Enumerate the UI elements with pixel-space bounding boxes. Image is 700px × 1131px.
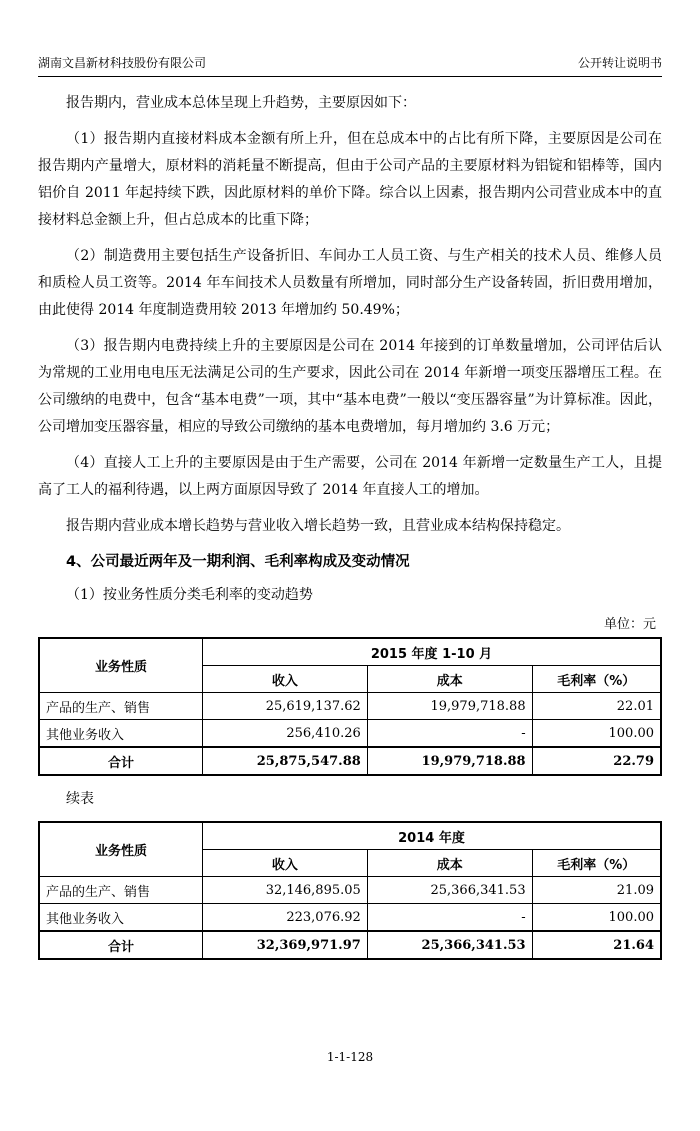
table-header-cost: 成本 [367, 666, 532, 693]
paragraph-materials: （1）报告期内直接材料成本金额有所上升，但在总成本中的占比有所下降，主要原因是公司在报告期内产量增大，原材料的消耗量不断提高，但由于公司产品的主要原材料为铝锭和铝棒等，国内铝价自 2011 年起持续下跌，因此原材料的单价下降。综合以上因素，报告期内公司营业成本中的直接材料总金额上升，但占总成本的比重下降； [38, 131, 662, 228]
subsection-title: （1）按业务性质分类毛利率的变动趋势 [66, 587, 313, 603]
margin-table-2014 [38, 821, 662, 960]
cell-cost: 25,366,341.53 [367, 877, 532, 904]
table-total-row [39, 931, 661, 959]
table-header-business: 业务性质 [39, 822, 203, 877]
cell-revenue: 223,076.92 [203, 904, 368, 932]
company-name: 湖南文昌新材科技股份有限公司 [38, 56, 207, 70]
paragraph-manufacturing: （2）制造费用主要包括生产设备折旧、车间办工人员工资、与生产相关的技术人员、维修人员和质检人员工资等。2014 年车间技术人员数量有所增加，同时部分生产设备转固，折旧费用增加，由此使得 2014 年度制造费用较 2013 年增加约 50.49%； [38, 248, 662, 318]
continued-label: 续表 [66, 791, 94, 807]
table-row [39, 877, 661, 904]
cell-total-label: 合计 [39, 931, 203, 959]
table-row [39, 693, 661, 720]
cell-total-label: 合计 [39, 747, 203, 775]
cell-total-cost: 19,979,718.88 [367, 747, 532, 775]
unit-label: 单位：元 [603, 617, 656, 632]
cell-margin: 22.01 [532, 693, 661, 720]
table-header-revenue: 收入 [203, 850, 368, 877]
paragraph-electricity: （3）报告期内电费持续上升的主要原因是公司在 2014 年接到的订单数量增加，公司评估后认为常规的工业用电电压无法满足公司的生产要求，因此公司在 2014 年新增一项变压器增压工程。在公司缴纳的电费中，包含“基本电费”一项，其中“基本电费”一般以“变压器容量”为计算标准。因此，公司增加变压器容量，相应的导致公司缴纳的基本电费增加，每月增加约 3.6 万元； [38, 338, 662, 435]
cell-business: 产品的生产、销售 [39, 877, 203, 904]
cell-revenue: 32,146,895.05 [203, 877, 368, 904]
cell-total-margin: 21.64 [532, 931, 661, 959]
table-row [39, 720, 661, 748]
table-row [39, 904, 661, 932]
paragraph-summary: 报告期内营业成本增长趋势与营业收入增长趋势一致，且营业成本结构保持稳定。 [66, 518, 570, 534]
cell-total-revenue: 25,875,547.88 [203, 747, 368, 775]
cell-total-revenue: 32,369,971.97 [203, 931, 368, 959]
paragraph-intro: 报告期内，营业成本总体呈现上升趋势，主要原因如下： [66, 95, 416, 111]
cell-margin: 21.09 [532, 877, 661, 904]
cell-margin: 100.00 [532, 904, 661, 932]
cell-business: 其他业务收入 [39, 720, 203, 748]
page-number: 1-1-128 [326, 1050, 374, 1064]
cell-business: 其他业务收入 [39, 904, 203, 932]
cell-revenue: 256,410.26 [203, 720, 368, 748]
cell-business: 产品的生产、销售 [39, 693, 203, 720]
margin-table-2015 [38, 637, 662, 776]
section-title: 4、公司最近两年及一期利润、毛利率构成及变动情况 [66, 554, 410, 570]
paragraph-labor: （4）直接人工上升的主要原因是由于生产需要，公司在 2014 年新增一定数量生产工人，且提高了工人的福利待遇，以上两方面原因导致了 2014 年直接人工的增加。 [38, 455, 662, 498]
cell-margin: 100.00 [532, 720, 661, 748]
cell-total-margin: 22.79 [532, 747, 661, 775]
table-header-cost: 成本 [367, 850, 532, 877]
page-header [38, 50, 662, 77]
table-header-period: 2015 年度 1-10 月 [203, 638, 662, 666]
cell-revenue: 25,619,137.62 [203, 693, 368, 720]
table-header-margin: 毛利率（%） [532, 666, 661, 693]
cell-cost: - [367, 720, 532, 748]
table-header-margin: 毛利率（%） [532, 850, 661, 877]
document-type: 公开转让说明书 [577, 56, 662, 70]
cell-cost: 19,979,718.88 [367, 693, 532, 720]
table-total-row [39, 747, 661, 775]
table-header-revenue: 收入 [203, 666, 368, 693]
cell-total-cost: 25,366,341.53 [367, 931, 532, 959]
table-header-period: 2014 年度 [203, 822, 662, 850]
page-content [38, 90, 662, 960]
cell-cost: - [367, 904, 532, 932]
table-header-business: 业务性质 [39, 638, 203, 693]
